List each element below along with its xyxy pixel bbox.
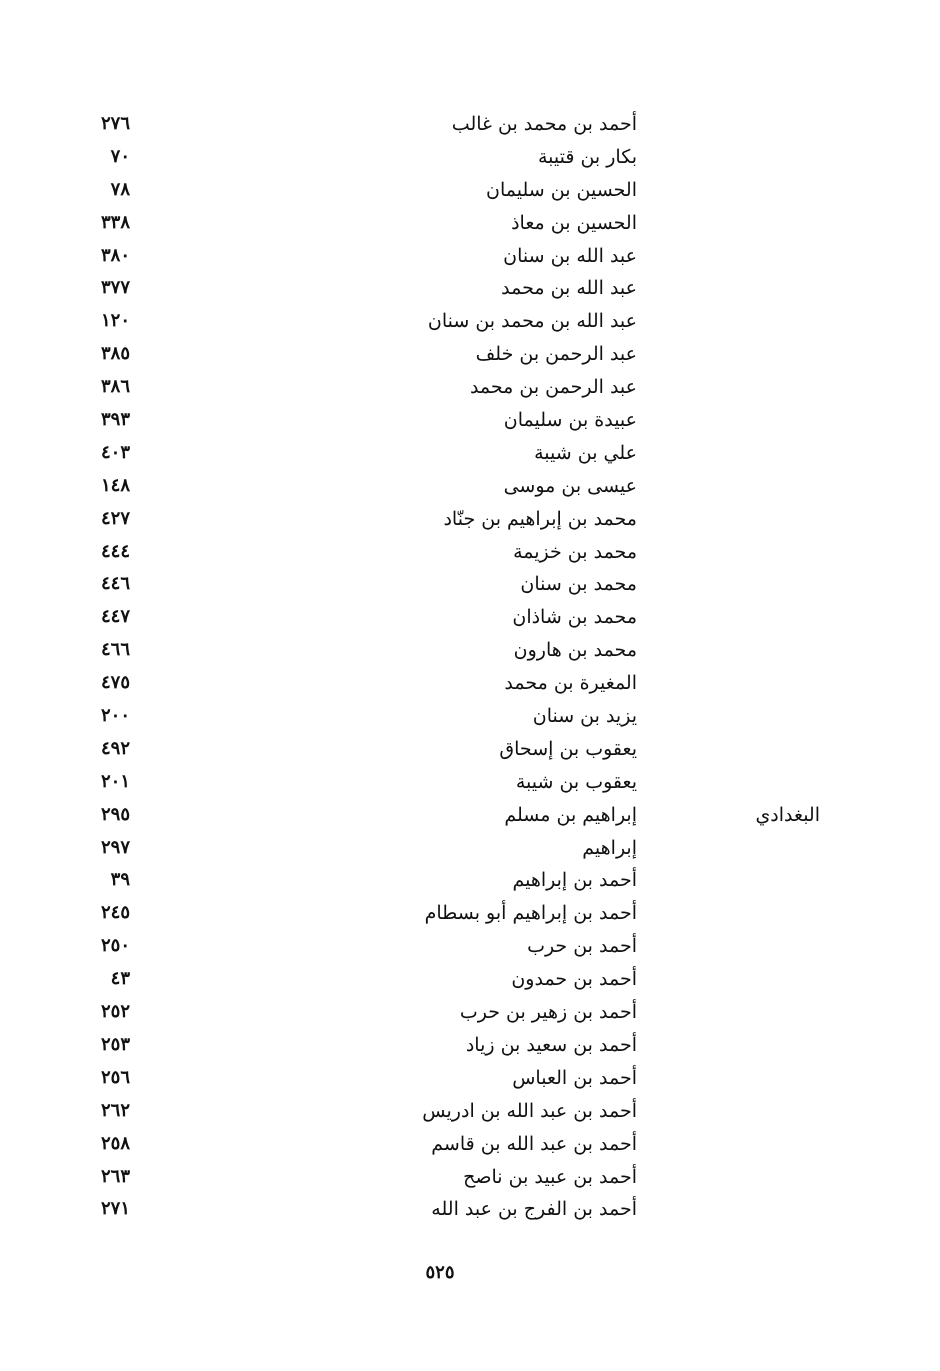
entry-page-ref: ٤٤٧ <box>100 606 130 628</box>
entry-name: عبد الله بن محمد بن سنان <box>427 310 637 333</box>
index-entry <box>0 142 940 175</box>
entry-name: أحمد بن حمدون <box>511 968 637 991</box>
entry-page-ref: ٣٨٠ <box>100 244 130 266</box>
entry-page-ref: ٤٣ <box>110 968 130 990</box>
entry-page-ref: ٢٦٢ <box>100 1099 130 1121</box>
entry-page-ref: ٢٠١ <box>100 770 130 792</box>
index-entry <box>0 438 940 471</box>
index-entry <box>0 1162 940 1195</box>
entry-page-ref: ٢٩٧ <box>100 836 130 858</box>
entry-name: أحمد بن الفرج بن عبد الله <box>431 1198 637 1221</box>
entry-name: أحمد بن سعيد بن زياد <box>465 1033 637 1056</box>
index-entry <box>0 175 940 208</box>
index-entry <box>0 800 940 833</box>
index-entry <box>0 208 940 241</box>
entry-page-ref: ٣٩ <box>110 869 130 891</box>
index-entries-list <box>0 109 940 1227</box>
entry-page-ref: ٢٥٦ <box>100 1066 130 1088</box>
entry-name: عبد الله بن محمد <box>501 277 637 300</box>
entry-name: أحمد بن إبراهيم أبو بسطام <box>424 902 637 925</box>
index-entry <box>0 635 940 668</box>
entry-page-ref: ٤٤٤ <box>100 540 130 562</box>
index-entry <box>0 701 940 734</box>
entry-page-ref: ٣٧٧ <box>100 277 130 299</box>
entry-page-ref: ٤٢٧ <box>100 507 130 529</box>
index-entry <box>0 931 940 964</box>
index-entry <box>0 865 940 898</box>
entry-name: محمد بن سنان <box>520 573 637 596</box>
entry-name: عبد الرحمن بن محمد <box>469 376 637 399</box>
entry-name: أحمد بن محمد بن غالب <box>451 113 637 135</box>
index-entry <box>0 1096 940 1129</box>
entry-name: عبيدة بن سليمان <box>503 409 637 432</box>
entry-name: الحسين بن معاذ <box>511 211 637 234</box>
entry-name: يزيد بن سنان <box>532 705 637 728</box>
entry-page-ref: ٣٨٦ <box>100 376 130 398</box>
entry-name: أحمد بن العباس <box>512 1066 637 1089</box>
index-entry <box>0 767 940 800</box>
index-entry <box>0 339 940 372</box>
entry-page-ref: ٢٥٣ <box>100 1033 130 1055</box>
index-entry <box>0 109 940 142</box>
entry-page-ref: ٤٧٥ <box>100 672 130 694</box>
entry-page-ref: ٤٠٣ <box>100 441 130 463</box>
entry-name: أحمد بن عبد الله بن قاسم <box>431 1132 637 1155</box>
entry-page-ref: ٣٩٣ <box>100 409 130 431</box>
entry-name: المغيرة بن محمد <box>504 672 637 695</box>
entry-page-ref: ٢٦٣ <box>100 1165 130 1187</box>
entry-page-ref: ٢٤٥ <box>100 902 130 924</box>
entry-name: أحمد بن إبراهيم <box>512 869 637 892</box>
index-entry <box>0 504 940 537</box>
entry-page-ref: ٤٩٢ <box>100 737 130 759</box>
page-number: ٥٢٥ <box>425 1262 455 1283</box>
entry-page-ref: ٧٠ <box>110 145 130 167</box>
index-entry <box>0 241 940 274</box>
entry-name: عيسى بن موسى <box>503 474 637 497</box>
entry-name: إبراهيم <box>582 836 637 859</box>
entry-name: عبد الله بن سنان <box>503 244 637 267</box>
entry-page-ref: ٢٩٥ <box>100 803 130 825</box>
entry-name: محمد بن شاذان <box>512 606 637 629</box>
entry-name: يعقوب بن شيبة <box>515 770 637 793</box>
entry-name: محمد بن إبراهيم بن جنّاد <box>443 507 637 530</box>
entry-page-ref: ٤٤٦ <box>100 573 130 595</box>
index-entry <box>0 471 940 504</box>
entry-name: الحسين بن سليمان <box>486 178 637 201</box>
entry-page-ref: ٢٥٠ <box>100 935 130 957</box>
entry-page-ref: ١٤٨ <box>100 474 130 496</box>
index-entry <box>0 898 940 931</box>
entry-name: أحمد بن زهير بن حرب <box>459 1001 637 1024</box>
entry-page-ref: ٣٣٨ <box>100 211 130 233</box>
entry-name: عبد الرحمن بن خلف <box>475 343 637 366</box>
entry-name: يعقوب بن إسحاق <box>499 737 637 760</box>
entry-name: أحمد بن عبيد بن ناصح <box>463 1165 637 1188</box>
index-entry <box>0 833 940 866</box>
index-entry <box>0 372 940 405</box>
index-entry <box>0 964 940 997</box>
index-entry <box>0 273 940 306</box>
entry-name: أحمد بن حرب <box>527 935 637 958</box>
entry-name: بكار بن قتيبة <box>537 145 637 168</box>
entry-page-ref: ٢٧٦ <box>100 113 130 134</box>
entry-page-ref: ٧٨ <box>110 178 130 200</box>
index-entry <box>0 668 940 701</box>
index-entry <box>0 734 940 767</box>
entry-page-ref: ٢٠٠ <box>100 705 130 727</box>
entry-page-ref: ١٢٠ <box>100 310 130 332</box>
group-label: البغدادي <box>755 803 820 826</box>
index-entry <box>0 602 940 635</box>
index-entry <box>0 1194 940 1227</box>
entry-page-ref: ٣٨٥ <box>100 343 130 365</box>
index-entry <box>0 1129 940 1162</box>
entry-name: محمد بن هارون <box>513 639 637 662</box>
entry-page-ref: ٢٧١ <box>100 1198 130 1220</box>
entry-page-ref: ٢٥٢ <box>100 1001 130 1023</box>
entry-page-ref: ٤٦٦ <box>100 639 130 661</box>
entry-name: محمد بن خزيمة <box>513 540 637 563</box>
index-entry <box>0 569 940 602</box>
entry-name: أحمد بن عبد الله بن ادريس <box>422 1099 637 1122</box>
index-entry <box>0 537 940 570</box>
entry-name: إبراهيم بن مسلم <box>504 803 637 826</box>
index-entry <box>0 1063 940 1096</box>
entry-name: علي بن شيبة <box>534 441 637 464</box>
index-entry <box>0 997 940 1030</box>
index-entry <box>0 405 940 438</box>
index-entry <box>0 1030 940 1063</box>
entry-page-ref: ٢٥٨ <box>100 1132 130 1154</box>
index-entry <box>0 306 940 339</box>
